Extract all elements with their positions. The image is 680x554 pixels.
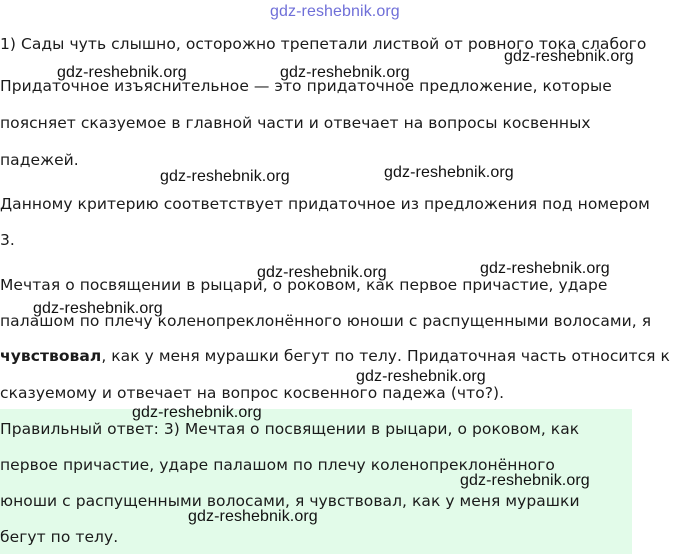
answer-line-4: бегут по телу. — [0, 528, 119, 546]
watermark: gdz-reshebnik.org — [257, 264, 387, 281]
text-line-9-rest: , как у меня мурашки бегут по телу. Придаточная часть относится к — [101, 347, 670, 365]
watermark: gdz-reshebnik.org — [188, 508, 318, 525]
watermark: gdz-reshebnik.org — [33, 300, 163, 317]
text-line-9 — [0, 346, 670, 366]
watermark: gdz-reshebnik.org — [132, 404, 262, 421]
watermark: gdz-reshebnik.org — [480, 260, 610, 277]
text-line-1: 1) Сады чуть слышно, осторожно трепетали листвой от ровного тока слабого — [0, 35, 647, 53]
text-line-3: поясняет сказуемое в главной части и отвечает на вопросы косвенных — [0, 114, 591, 132]
text-line-5: Данному критерию соответствует придаточное из предложения под номером — [0, 195, 650, 213]
watermark: gdz-reshebnik.org — [57, 64, 187, 81]
answer-line-1: Правильный ответ: 3) Мечтая о посвящении в рыцари, о роковом, как — [0, 420, 580, 438]
watermark: gdz-reshebnik.org — [280, 64, 410, 81]
text-line-4: падежей. — [0, 151, 79, 169]
answer-line-2: первое причастие, ударе палашом по плечу коленопреклонённого — [0, 456, 555, 474]
text-line-8: палашом по плечу коленопреклонённого юноши с распущенными волосами, я — [0, 312, 652, 330]
watermark: gdz-reshebnik.org — [504, 48, 634, 65]
watermark: gdz-reshebnik.org — [356, 368, 486, 385]
text-line-7: Мечтая о посвящении в рыцари, о роковом, как первое причастие, ударе — [0, 276, 608, 294]
answer-line-3: юноши с распущенными волосами, я чувствовал, как у меня мурашки — [0, 492, 580, 510]
watermark: gdz-reshebnik.org — [460, 472, 590, 489]
bold-word: чувствовал — [0, 347, 102, 365]
text-line-10: сказуемому и отвечает на вопрос косвенного падежа (что?). — [0, 384, 505, 402]
watermark-top: gdz-reshebnik.org — [270, 3, 400, 20]
watermark: gdz-reshebnik.org — [384, 164, 514, 181]
text-line-6: 3. — [0, 231, 15, 249]
text-line-2: Придаточное изъяснительное — это придаточное предложение, которые — [0, 77, 612, 95]
watermark: gdz-reshebnik.org — [160, 168, 290, 185]
